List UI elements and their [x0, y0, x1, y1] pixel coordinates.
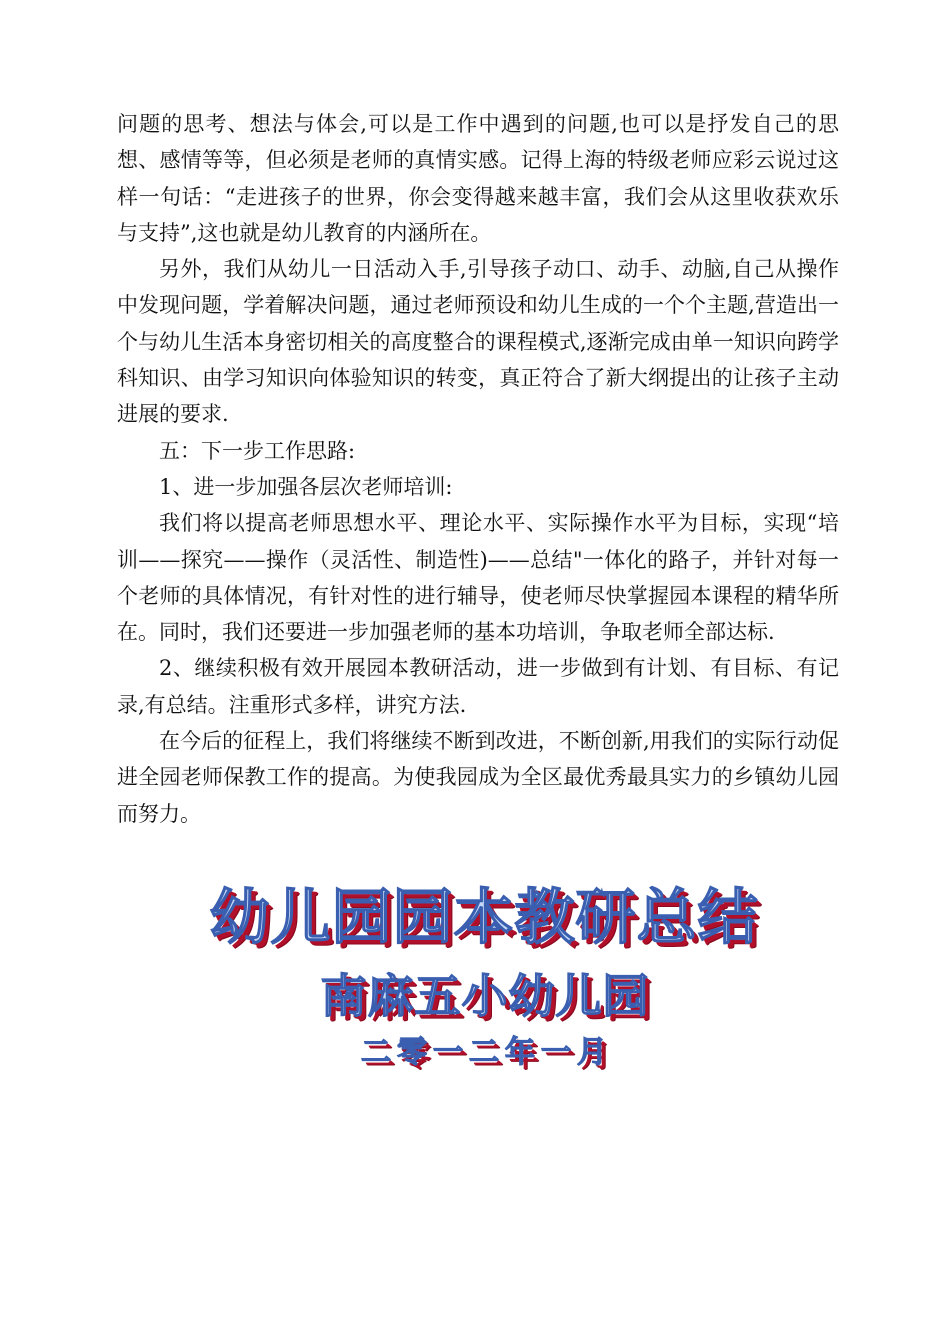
paragraph-research-activities: 2、继续积极有效开展园本教研活动，进一步做到有计划、有目标、有记录,有总结。注重形式多样，讲究方法. — [117, 656, 839, 717]
section-heading-next-steps: 五：下一步工作思路: — [159, 438, 356, 463]
paragraph-closing: 在今后的征程上，我们将继续不断到改进，不断创新,用我们的实际行动促进全园老师保教工作的提高。为使我园成为全区最优秀最具实力的乡镇幼儿园而努力。 — [117, 729, 839, 826]
paragraph-daily-activities: 另外，我们从幼儿一日活动入手,引导孩子动口、动手、动脑,自己从操作中发现问题，学着解决问题，通过老师预设和幼儿生成的一个个主题,营造出一个与幼儿生活本身密切相关的高度整合的课程模式,逐渐完成由单一知识向跨学科知识、由学习知识向体验知识的转变，真正符合了新大纲提出的让孩子主动进展的要求. — [117, 257, 839, 427]
cover-title: 幼儿园园本教研总结 — [209, 883, 759, 953]
paragraph-training-plan: 我们将以提高老师思想水平、理论水平、实际操作水平为目标，实现“培训——探究——操作（灵活性、制造性)——总结"一体化的路子，并针对每一个老师的具体情况，有针对性的进行辅导，使老师尽快掌握园本课程的精华所在。同时，我们还要进一步加强老师的基本功培训，争取老师全部达标. — [117, 511, 839, 645]
subheading-teacher-training: 1、进一步加强各层次老师培训: — [159, 474, 453, 499]
cover-date: 二零一二年一月 — [361, 1035, 613, 1070]
cover-organization: 南麻五小幼儿园 — [320, 969, 650, 1023]
paragraph-reflection: 问题的思考、想法与体会,可以是工作中遇到的问题,也可以是抒发自己的思想、感情等等，但必须是老师的真情实感。记得上海的特级老师应彩云说过这样一句话：“走进孩子的世界，你会变得越来越丰富，我们会从这里收获欢乐与支持”,这也就是幼儿教育的内涵所在。 — [117, 112, 839, 245]
cover-wordart — [0, 876, 950, 1076]
document-body — [117, 106, 839, 832]
